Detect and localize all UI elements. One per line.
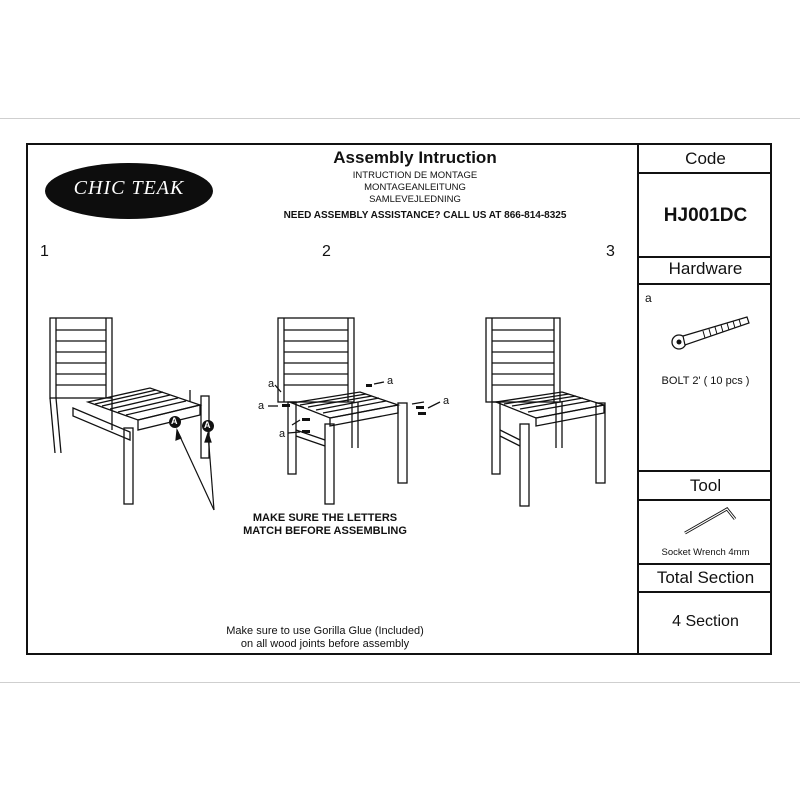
divider — [639, 470, 772, 472]
marker-letter-a-seat: A — [171, 416, 178, 426]
divider — [639, 283, 772, 285]
assistance-line: NEED ASSEMBLY ASSISTANCE? CALL US AT 866-814-8325 — [283, 210, 567, 221]
info-side-panel — [637, 143, 772, 655]
step-number-1: 1 — [40, 243, 49, 260]
hardware-item-letter: a — [645, 291, 652, 305]
page-title: Assembly Intruction — [333, 148, 497, 167]
hardware-label: Hardware — [668, 259, 743, 278]
tool-item-label: Socket Wrench 4mm — [661, 547, 750, 558]
total-section-value: 4 Section — [672, 613, 739, 630]
divider — [639, 499, 772, 501]
subtitle-french: INTRUCTION DE MONTAGE — [352, 170, 478, 181]
callout-line-2: MATCH BEFORE ASSEMBLING — [243, 525, 407, 537]
hex-key-icon — [683, 505, 743, 535]
bolt-marker-1: a — [268, 378, 275, 390]
divider — [639, 563, 772, 565]
brand-name: CHIC TEAK — [73, 177, 185, 199]
bolt-marker-4: a — [387, 375, 394, 387]
marker-letter-a-leg: A — [204, 420, 211, 430]
divider — [639, 591, 772, 593]
glue-note-line-2: on all wood joints before assembly — [240, 638, 410, 650]
bolt-marker-3: a — [279, 428, 286, 440]
bolt-marker-5: a — [443, 395, 450, 407]
code-label: Code — [685, 149, 726, 168]
subtitle-danish: SAMLEVEJLEDNING — [369, 194, 461, 205]
callout-line-1: MAKE SURE THE LETTERS — [252, 512, 398, 524]
bolt-icon — [669, 311, 759, 351]
tool-label: Tool — [689, 476, 722, 495]
subtitle-german: MONTAGEANLEITUNG — [364, 182, 466, 193]
step-number-3: 3 — [606, 243, 615, 260]
total-section-label: Total Section — [656, 568, 755, 587]
glue-note-line-1: Make sure to use Gorilla Glue (Included) — [226, 625, 424, 637]
hardware-item-label: BOLT 2' ( 10 pcs ) — [661, 375, 750, 387]
bolt-marker-2: a — [258, 400, 265, 412]
step-number-2: 2 — [322, 243, 331, 260]
divider — [639, 256, 772, 258]
code-value: HJ001DC — [663, 205, 748, 226]
divider — [639, 172, 772, 174]
